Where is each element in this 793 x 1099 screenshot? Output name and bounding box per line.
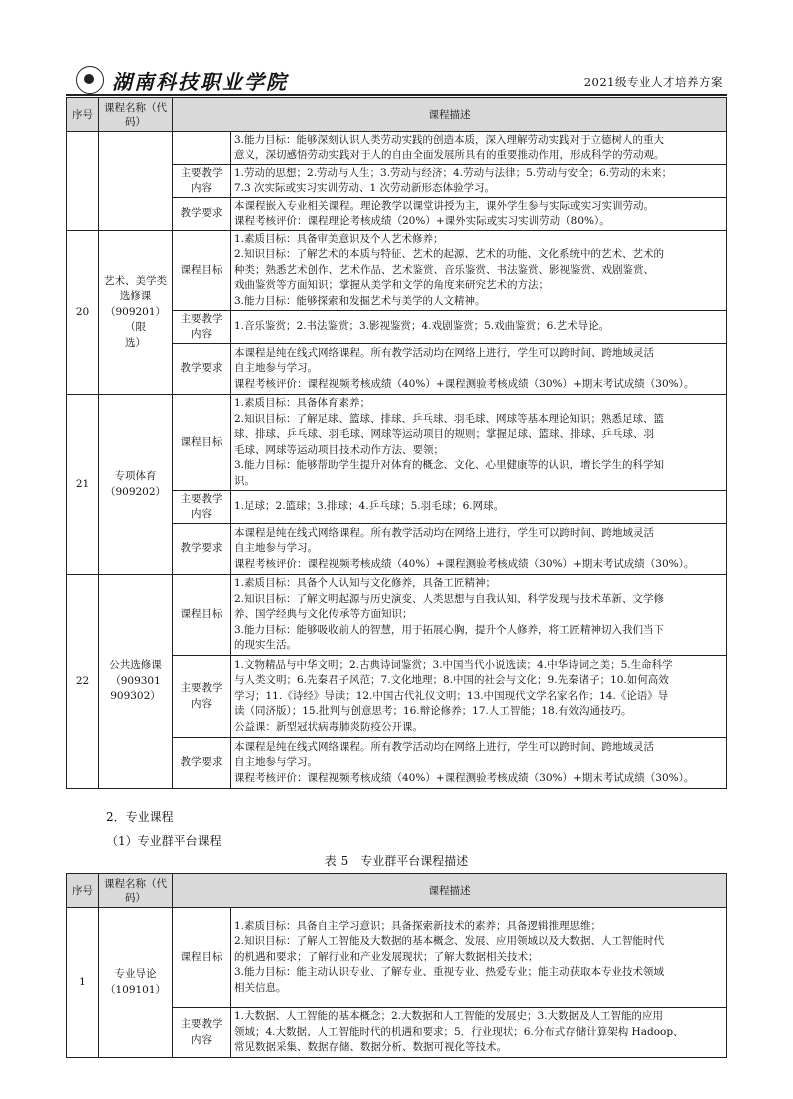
category-cell: 主要教学内容	[173, 656, 231, 738]
category-cell: 教学要求	[173, 738, 231, 789]
table-header-row	[67, 874, 727, 908]
table-row	[67, 575, 727, 656]
general-course-table	[66, 97, 727, 789]
category-cell: 主要教学内容	[173, 1008, 231, 1058]
description-cell: 1.文物精品与中华文明；2.古典诗词鉴赏；3.中国当代小说选读；4.中华诗词之美；5.生命科学 与人类文明；6.先秦君子风范；7.文化地理；8.中国的社会与文化；9.先秦诸子；10.如何高效 学习；11.《诗经》导读；12.中国古代礼仪文明；13.中国现代文学名家名作；14.《论语》导 读（同济版）；15.批判与创意思考；16.辩论修养；17.人工智能；18.有效沟通技巧。 公益课：新型冠状病毒肺炎防疫公开课。	[231, 656, 727, 738]
subsection-heading: （1）专业群平台课程	[106, 834, 222, 848]
table-row	[67, 395, 727, 491]
school-seal-icon	[76, 66, 104, 94]
description-cell: 1.足球；2.篮球；3.排球；4.乒乓球；5.羽毛球；6.网球。	[231, 491, 727, 524]
description-cell: 1.素质目标：具备自主学习意识；具备探索新技术的素养；具备逻辑推理思维； 2.知识目标：了解人工智能及大数据的基本概念、发展、应用领域以及大数据、人工智能时代 的机遇和要求；了解行业和产业发展现状；了解大数据相关技术； 3.能力目标：能主动认识专业、了解专业、重视专业、热爱专业；能主动获取本专业技术领域 相关信息。	[231, 908, 727, 1008]
category-cell: 课程目标	[173, 908, 231, 1008]
category-cell: 教学要求	[173, 198, 231, 231]
category-cell: 课程目标	[173, 395, 231, 491]
table-row	[67, 132, 727, 165]
row-name-cell: 专业导论 （109101）	[99, 908, 173, 1058]
table-caption: 表 5 专业群平台课程描述	[324, 854, 469, 868]
description-cell: 3.能力目标：能够深刻认识人类劳动实践的创造本质，深入理解劳动实践对于立德树人的重大 意义，深切感悟劳动实践对于人的自由全面发展所具有的重要推动作用，形成科学的劳动观。	[231, 132, 727, 165]
header-desc: 课程描述	[173, 98, 727, 132]
category-cell: 主要教学内容	[173, 491, 231, 524]
header-name: 课程名称（代码）	[99, 874, 173, 908]
category-cell	[173, 132, 231, 165]
description-cell: 本课程是纯在线式网络课程。所有教学活动均在网络上进行，学生可以跨时间、跨地域灵活 自主地参与学习。 课程考核评价：课程视频考核成绩（40%）+课程测验考核成绩（30%）+期末考试成绩（30%）。	[231, 524, 727, 575]
header-desc: 课程描述	[173, 874, 727, 908]
row-no-cell: 21	[67, 395, 99, 575]
row-no-cell: 20	[67, 231, 99, 395]
row-no-cell: 1	[67, 908, 99, 1058]
description-cell: 本课程是纯在线式网络课程。所有教学活动均在网络上进行，学生可以跨时间、跨地域灵活 自主地参与学习。 课程考核评价：课程视频考核成绩（40%）+课程测验考核成绩（30%）+期末考试成绩（30%）。	[231, 738, 727, 789]
row-name-cell: 艺术、美学类 选修课 （909201）（限 选）	[99, 231, 173, 395]
category-cell: 课程目标	[173, 575, 231, 656]
row-name-cell	[99, 132, 173, 231]
category-cell: 教学要求	[173, 344, 231, 395]
description-cell: 1.素质目标：具备体育素养； 2.知识目标：了解足球、篮球、排球、乒乓球、羽毛球、网球等基本理论知识；熟悉足球、篮 球、排球、乒乓球、羽毛球、网球等运动项目的规则；掌握足球、篮球、排球、乒乓球、羽 毛球、网球等运动项目技术动作方法、要领； 3.能力目标：能够帮助学生提升对体育的概念、文化、心里健康等的认识，增长学生的科学知 识。	[231, 395, 727, 491]
table-row	[67, 231, 727, 311]
description-cell: 1.音乐鉴赏；2.书法鉴赏；3.影视鉴赏；4.戏剧鉴赏；5.戏曲鉴赏；6.艺术导论。	[231, 311, 727, 344]
row-no-cell: 22	[67, 575, 99, 789]
section-heading: 2．专业课程	[106, 810, 174, 824]
description-cell: 1.劳动的思想；2.劳动与人生；3.劳动与经济；4.劳动与法律；5.劳动与安全；6.劳动的未来； 7.3 次实际或实习实训劳动、1 次劳动新形态体验学习。	[231, 165, 727, 198]
category-cell: 主要教学内容	[173, 311, 231, 344]
table-row	[67, 908, 727, 1008]
school-logo	[76, 66, 288, 94]
plan-title: 2021级专业人才培养方案	[583, 75, 723, 89]
header-name: 课程名称（代码）	[99, 98, 173, 132]
description-cell: 本课程嵌入专业相关课程。理论教学以课堂讲授为主，课外学生参与实际或实习实训劳动。 课程考核评价：课程理论考核成绩（20%）+课外实际或实习实训劳动（80%）。	[231, 198, 727, 231]
row-name-cell: 专项体育 （909202）	[99, 395, 173, 575]
school-name: 湖南科技职业学院	[112, 69, 288, 94]
row-no-cell	[67, 132, 99, 231]
platform-course-table	[66, 873, 727, 1058]
header-rule	[66, 94, 727, 96]
description-cell: 1.素质目标：具备审美意识及个人艺术修养； 2.知识目标：了解艺术的本质与特征、艺术的起源、艺术的功能、文化系统中的艺术、艺术的 种类；熟悉艺术创作、艺术作品、艺术鉴赏、音乐鉴赏、书法鉴赏、影视鉴赏、戏剧鉴赏、 戏曲鉴赏等方面知识；掌握从美学和文学的角度来研究艺术的方法； 3.能力目标：能够探索和发掘艺术与美学的人文精神。	[231, 231, 727, 311]
category-cell: 主要教学内容	[173, 165, 231, 198]
category-cell: 教学要求	[173, 524, 231, 575]
header-no: 序号	[67, 98, 99, 132]
header-no: 序号	[67, 874, 99, 908]
description-cell: 本课程是纯在线式网络课程。所有教学活动均在网络上进行，学生可以跨时间、跨地域灵活 自主地参与学习。 课程考核评价：课程视频考核成绩（40%）+课程测验考核成绩（30%）+期末考试成绩（30%）。	[231, 344, 727, 395]
description-cell: 1.大数据、人工智能的基本概念；2.大数据和人工智能的发展史；3.大数据及人工智能的应用 领域；4.大数据、人工智能时代的机遇和要求；5．行业现状；6.分布式存储计算架构 Hadoop、 常见数据采集、数据存储、数据分析、数据可视化等技术。	[231, 1008, 727, 1058]
page-header	[66, 64, 727, 98]
row-name-cell: 公共选修课 （909301 909302）	[99, 575, 173, 789]
description-cell: 1.素质目标：具备个人认知与文化修养，具备工匠精神； 2.知识目标：了解文明起源与历史演变、人类思想与自我认知、科学发现与技术革新、文学修 养、国学经典与文化传承等方面知识； 3.能力目标：能够吸收前人的智慧，用于拓展心胸，提升个人修养，将工匠精神切入我们当下 的现实生活。	[231, 575, 727, 656]
table-header-row	[67, 98, 727, 132]
category-cell: 课程目标	[173, 231, 231, 311]
